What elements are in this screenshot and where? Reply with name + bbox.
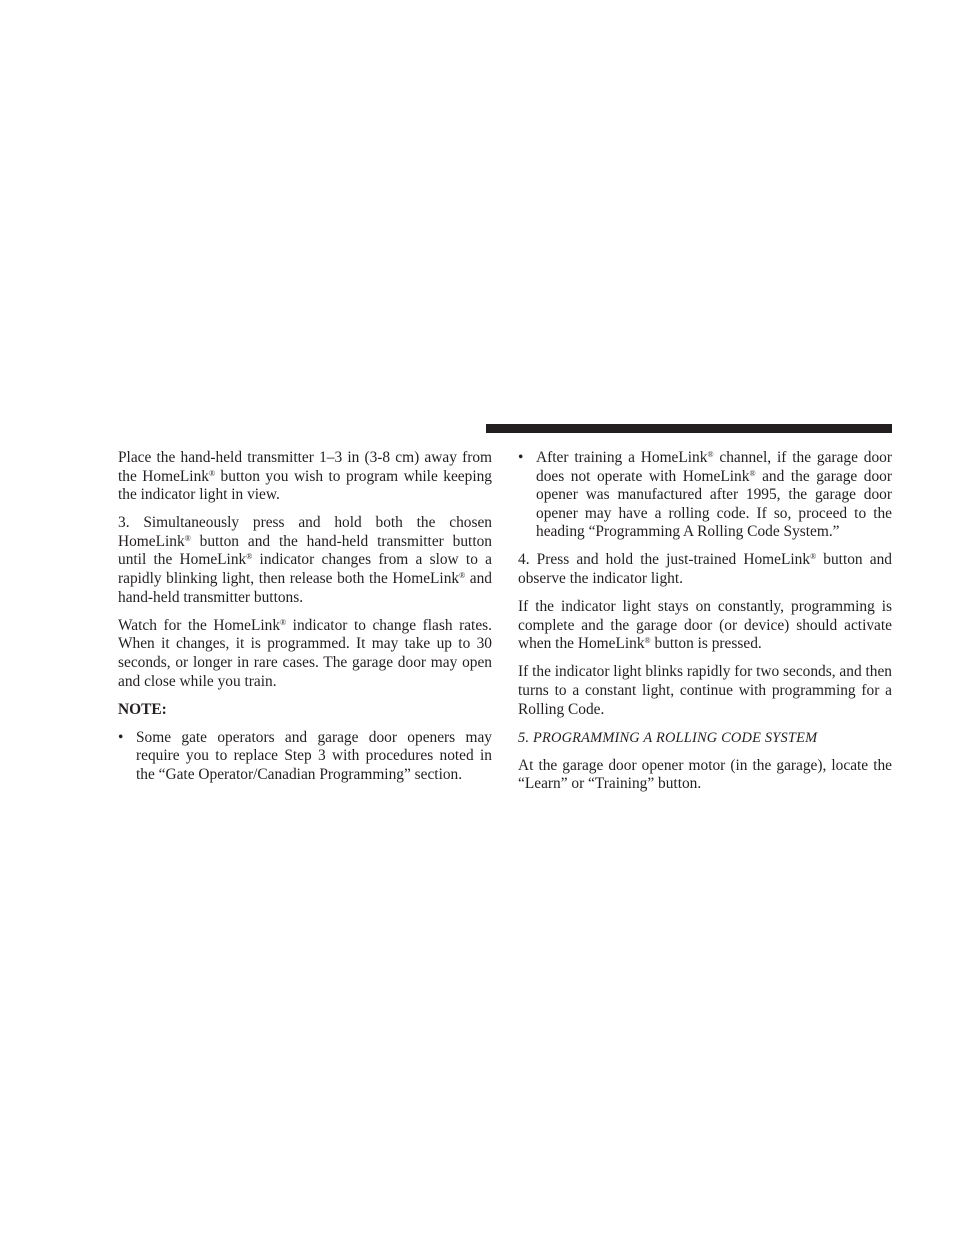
section-header-rule — [486, 424, 892, 433]
right-column — [518, 449, 892, 794]
registered-mark: ® — [749, 468, 756, 478]
paragraph-light-blinks: If the indicator light blinks rapidly for two seconds, and then turns to a constant light, continue with programming for a Rolling Code. — [518, 663, 892, 718]
list-item: • Some gate operators and garage door openers may require you to replace Step 3 with procedures noted in the “Gate Operator/Canadian Programming” section. — [118, 728, 492, 783]
registered-mark: ® — [246, 552, 253, 562]
registered-mark: ® — [280, 617, 287, 627]
list-item: • After training a HomeLink® channel, if the garage door does not operate with HomeLink® and the garage door opener was manufactured after 1995, the garage door opener may have a rolling code. If so, proceed to the heading “Programming A Rolling Code System.” — [518, 449, 892, 541]
paragraph-light-constant: If the indicator light stays on constantly, programming is complete and the garage door (or device) should activate when the HomeLink® button is pressed. — [518, 598, 892, 653]
paragraph-step-4: 4. Press and hold the just-trained HomeLink® button and observe the indicator light. — [518, 551, 892, 588]
registered-mark: ® — [810, 552, 817, 562]
registered-mark: ® — [644, 636, 651, 646]
registered-mark: ® — [184, 533, 191, 543]
training-note-list — [518, 449, 892, 542]
paragraph-place-transmitter: Place the hand-held transmitter 1–3 in (3-8 cm) away from the HomeLink® button you wish to program while keeping the indicator light in view. — [118, 449, 492, 504]
bullet-icon: • — [518, 449, 524, 466]
bullet-icon: • — [118, 728, 124, 746]
paragraph-watch-indicator: Watch for the HomeLink® indicator to change flash rates. When it changes, it is programmed. It may take up to 30 seconds, or longer in rare cases. The garage door may open and close while you train. — [118, 616, 492, 690]
paragraph-step-3: 3. Simultaneously press and hold both the chosen HomeLink® button and the hand-held transmitter button until the HomeLink® indicator changes from a slow to a rapidly blinking light, then release both the HomeLink® and hand-held transmitter buttons. — [118, 514, 492, 606]
note-list — [118, 729, 492, 785]
section-heading-rolling-code: 5. PROGRAMMING A ROLLING CODE SYSTEM — [518, 729, 818, 746]
paragraph-locate-learn-button: At the garage door opener motor (in the garage), locate the “Learn” or “Training” button. — [518, 756, 892, 793]
note-label: NOTE: — [118, 700, 167, 718]
left-column — [118, 449, 492, 794]
registered-mark: ® — [208, 468, 216, 478]
registered-mark: ® — [459, 571, 466, 581]
registered-mark: ® — [707, 450, 714, 459]
